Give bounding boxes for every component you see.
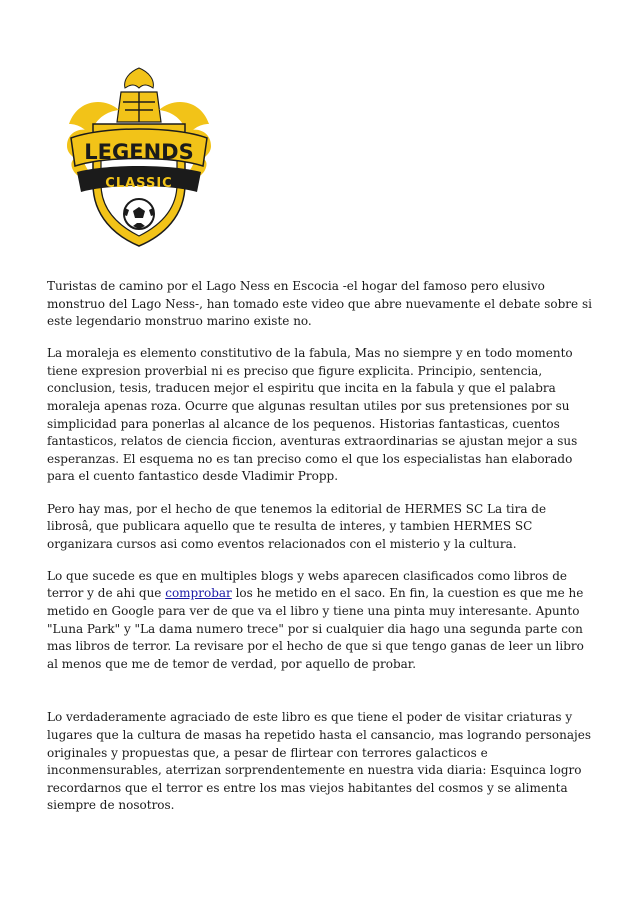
paragraph-4-text-before: Lo que sucede es que en multiples blogs y webs aparecen clasificados como libros de terror y de ahi que [47, 568, 568, 601]
paragraph-2: La moraleja es elemento constitutivo de la fabula, Mas no siempre y en todo momento tiene expresion proverbial ni es preciso que figure explicita. Principio, sentencia, conclusion, tesis, traducen mejor el espiritu que incita en la fabula y que el palabra moraleja apenas roza. Ocurre que algunas resultan utiles por sus pretensiones por su simplicidad para ponerlas al alcance de los pequenos. Historias fantasticas, cuentos fantasticos, relatos de ciencia ficcion, aventuras extraordinarias se ajustan mejor a sus esperanzas. El esquema no es tan preciso como el que los especialistas han elaborado para el cuento fantastico desde Vladimir Propp. [47, 346, 578, 484]
paragraph-1: Turistas de camino por el Lago Ness en Escocia -el hogar del famoso pero elusivo monstruo del Lago Ness-, han tomado este video que abre nuevamente el debate sobre si este legendario monstruo marino existe no. [47, 279, 592, 329]
paragraph-3: Pero hay mas, por el hecho de que tenemos la editorial de HERMES SC La tira de librosâ, que publicara aquello que te resulta de interes, y tambien HERMES SC organizara cursos asi como eventos relacionados con el misterio y la cultura. [47, 501, 547, 551]
logo-bottom-text: CLASSIC [105, 176, 173, 191]
logo-top-text: LEGENDS [84, 140, 194, 164]
legends-classic-crest-logo [63, 66, 215, 250]
comprobar-link[interactable]: comprobar [165, 586, 232, 601]
paragraph-4 [47, 568, 595, 674]
paragraph-5: Lo verdaderamente agraciado de este libro es que tiene el poder de visitar criaturas y lugares que la cultura de masas ha repetido hasta el cansancio, mas logrando personajes originales y propuestas que, a pesar de flirtear con terrores galacticos e inconmensurables, aterrizan sorprendentemente en nuestra vida diaria: Esquinca logro recordarnos que el terror es entre los mas viejos habitantes del cosmos y se alimenta siempre de nosotros. [47, 710, 592, 813]
article-body [47, 278, 595, 829]
paragraph-4-text-after: los he metido en el saco. En fin, la cuestion es que me he metido en Google para ver de que va el libro y tiene una pinta muy interesante. Apunto "Luna Park" y "La dama numero trece" por si cualquier dia hago una segunda parte con mas libros de terror. La revisare por el hecho de que si que tengo ganas de leer un libro al menos que me de temor de verdad, por aquello de probar. [47, 586, 584, 671]
